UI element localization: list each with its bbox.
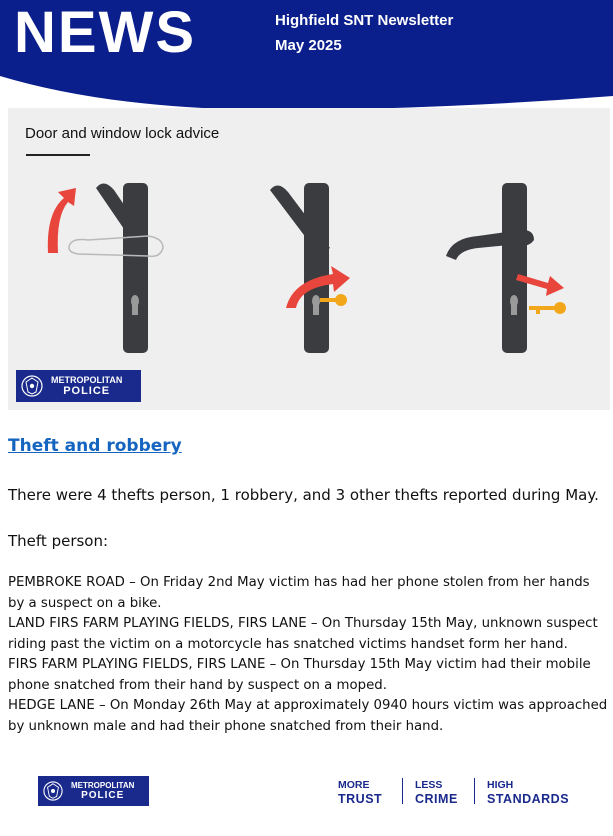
incident-item: FIRS FARM PLAYING FIELDS, FIRS LANE – On Thursday 15th May victim had their mobile phone snatched from their hand by suspect on a moped. <box>8 657 591 693</box>
motto-top: LESS <box>415 779 443 791</box>
crime-summary: There were 4 thefts person, 1 robbery, and 3 other thefts reported during May. <box>8 486 599 504</box>
panel-title: Door and window lock advice <box>25 125 220 142</box>
incident-item: LAND FIRS FARM PLAYING FIELDS, FIRS LANE – On Thursday 15th May, unknown suspect riding past the victim on a motorcycle has snatched victims handset form her hand. <box>8 616 598 652</box>
section-heading[interactable]: Theft and robbery <box>8 436 182 456</box>
motto-top: MORE <box>338 779 370 791</box>
theft-person-subheading: Theft person: <box>8 532 109 550</box>
motto-divider <box>474 778 475 804</box>
motto-less-crime <box>415 778 458 806</box>
police-crest-icon <box>21 375 43 397</box>
incident-item: HEDGE LANE – On Monday 26th May at approximately 0940 hours victim was approached by unknown male and had their phone snatched from their hand. <box>8 698 608 734</box>
lock-illustration <box>8 108 610 410</box>
motto-divider <box>402 778 403 804</box>
motto-high-standards <box>487 778 569 806</box>
logo-text <box>71 781 134 801</box>
newsletter-banner <box>0 0 613 110</box>
motto-bottom: STANDARDS <box>487 792 570 806</box>
metropolitan-police-logo <box>16 370 141 402</box>
logo-text <box>51 375 122 397</box>
lock-advice-panel <box>8 108 610 410</box>
motto-top: HIGH <box>487 779 514 791</box>
step-3-remove-key-illustration <box>446 183 566 353</box>
motto-more-trust <box>338 778 382 806</box>
incident-item: PEMBROKE ROAD – On Friday 2nd May victim has had her phone stolen from her hands by a suspect on a bike. <box>8 575 590 611</box>
newsletter-title: Highfield SNT Newsletter <box>275 12 454 29</box>
logo-line-1: METROPOLITAN <box>71 781 135 790</box>
incident-list <box>8 573 608 737</box>
issue-date: May 2025 <box>275 37 342 54</box>
police-crest-icon <box>43 781 63 801</box>
motto-bottom: TRUST <box>338 792 383 806</box>
logo-line-1: METROPOLITAN <box>51 375 123 385</box>
masthead-news: NEWS <box>14 0 196 65</box>
motto-bottom: CRIME <box>415 792 458 806</box>
footer-police-logo <box>38 776 149 806</box>
step-2-turn-key-illustration <box>270 183 350 353</box>
logo-line-2: POLICE <box>81 790 125 801</box>
logo-line-2: POLICE <box>63 385 111 397</box>
step-1-lift-handle-illustration <box>48 183 163 353</box>
